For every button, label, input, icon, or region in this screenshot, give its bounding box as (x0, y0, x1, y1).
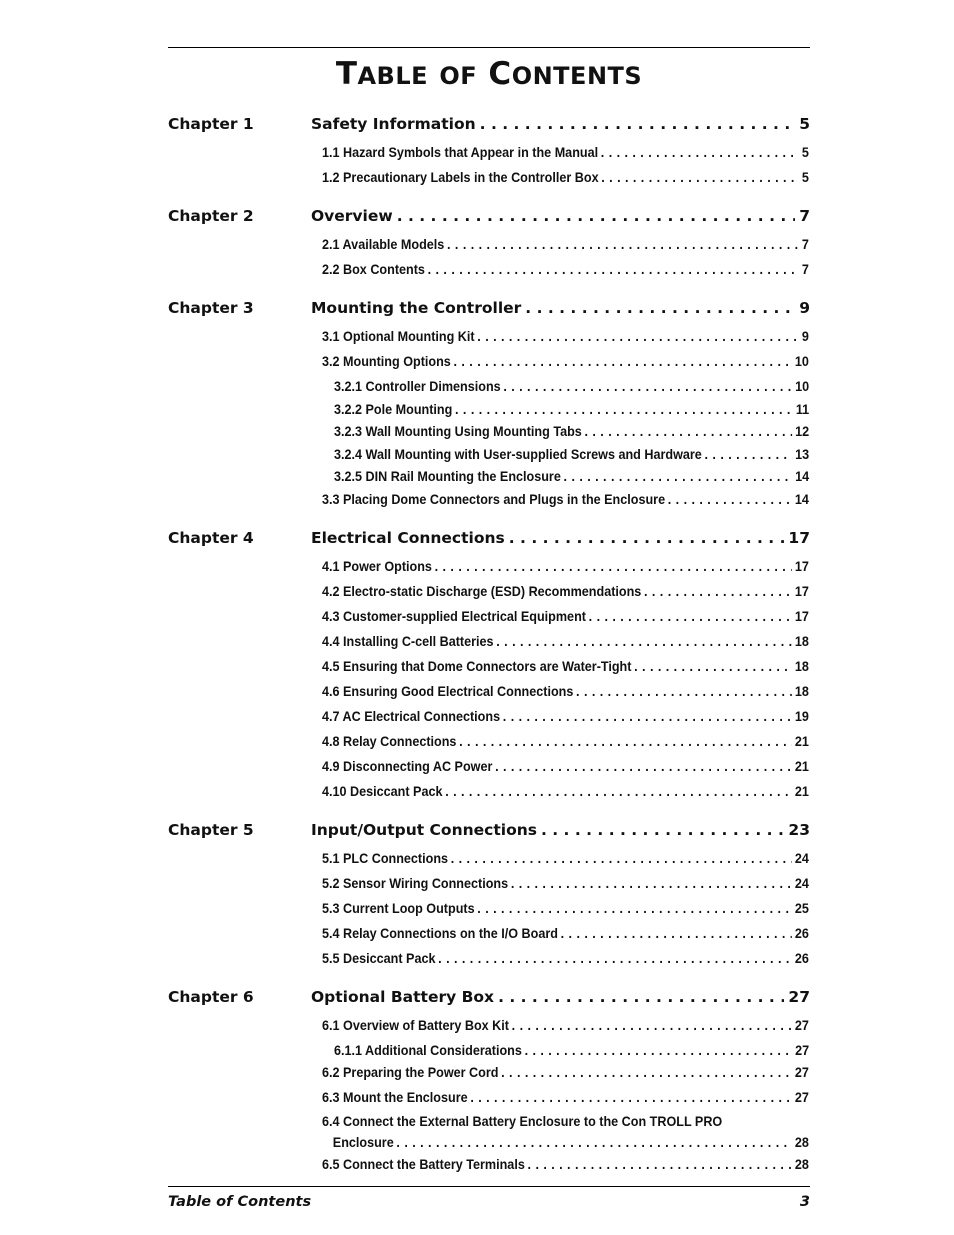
entry-list (322, 845, 810, 972)
dot-leader (525, 1039, 793, 1062)
entry-title: 3.2.4 Wall Mounting with User-supplied Screws and Hardware (334, 445, 702, 462)
toc-entry[interactable] (322, 325, 809, 350)
dot-leader (589, 605, 793, 628)
dot-leader (584, 420, 792, 443)
chapter-page-number: 17 (788, 528, 810, 547)
toc-entry[interactable] (322, 1153, 809, 1178)
dot-leader (451, 847, 792, 870)
dot-leader (561, 922, 793, 945)
chapter-label: Chapter 3 (168, 299, 254, 317)
entry-page-number: 25 (794, 899, 809, 916)
toc-subentry[interactable] (334, 398, 809, 421)
dot-leader (528, 1153, 793, 1176)
entry-page-number: 19 (794, 707, 809, 724)
chapter-page-number: 23 (788, 820, 810, 839)
entry-title: 3.2.3 Wall Mounting Using Mounting Tabs (334, 423, 582, 439)
toc-entry[interactable] (322, 1061, 809, 1086)
chapter-label: Chapter 1 (168, 115, 254, 133)
entry-page-number: 10 (795, 378, 810, 394)
toc-entry[interactable] (322, 780, 809, 805)
chapter-title-line (311, 293, 810, 323)
entry-page-number: 18 (794, 657, 809, 674)
entry-page-number: 7 (801, 236, 809, 252)
dot-leader (511, 872, 792, 895)
entry-page-number: 7 (801, 261, 809, 277)
dot-leader (668, 488, 792, 511)
entry-title: 6.2 Preparing the Power Cord (322, 1064, 499, 1080)
toc-entry[interactable] (322, 872, 809, 897)
dot-leader (455, 398, 793, 421)
entry-page-number: 21 (794, 732, 809, 749)
entry-title: 3.2 Mounting Options (322, 353, 451, 369)
entry-title: 2.2 Box Contents (322, 261, 425, 277)
toc-entry-line (322, 1111, 809, 1132)
dot-leader (501, 1061, 792, 1084)
chapter-page-number: 7 (799, 207, 810, 225)
entry-list (322, 231, 810, 283)
entry-title: 3.2.1 Controller Dimensions (334, 378, 501, 394)
footer-title: Table of Contents (168, 1194, 312, 1210)
toc-subentry[interactable] (334, 465, 809, 488)
chapter-section (168, 982, 810, 1179)
entry-title: 3.2.2 Pole Mounting (334, 400, 453, 417)
toc-entry[interactable] (322, 605, 809, 630)
dot-leader (705, 443, 793, 466)
entry-page-number: 11 (795, 400, 810, 417)
entry-page-number: 28 (794, 1134, 809, 1150)
entry-title: 4.1 Power Options (322, 557, 432, 574)
chapter-heading[interactable] (168, 201, 810, 231)
bottom-rule (168, 1186, 810, 1187)
dot-leader (438, 947, 792, 970)
chapter-section (168, 815, 810, 972)
entry-list (322, 323, 810, 513)
entry-page-number: 27 (794, 1064, 809, 1080)
toc-entry[interactable] (322, 922, 809, 947)
chapter-title-line (311, 523, 810, 553)
entry-page-number: 14 (795, 468, 810, 484)
toc-entry[interactable] (322, 897, 809, 922)
entry-title: 4.9 Disconnecting AC Power (322, 757, 493, 774)
entry-title: 3.1 Optional Mounting Kit (322, 328, 475, 344)
chapter-label: Chapter 5 (168, 820, 254, 839)
chapter-title: Safety Information (311, 115, 476, 133)
toc-subentry[interactable] (334, 1039, 809, 1062)
dot-leader (634, 655, 792, 678)
toc-entry[interactable] (322, 233, 809, 258)
entry-page-number: 27 (795, 1041, 810, 1058)
dot-leader (470, 1086, 792, 1109)
dot-leader (459, 730, 792, 753)
toc-entry[interactable] (322, 350, 809, 375)
entry-title: 1.2 Precautionary Labels in the Controller Box (322, 169, 599, 185)
chapter-title-line (311, 815, 810, 845)
toc-subentry[interactable] (334, 375, 809, 398)
entry-title: 6.5 Connect the Battery Terminals (322, 1156, 525, 1172)
dot-leader (453, 350, 792, 373)
chapter-section (168, 109, 810, 191)
dot-leader (576, 680, 792, 703)
entry-title: 6.3 Mount the Enclosure (322, 1089, 468, 1105)
entry-page-number: 5 (801, 169, 809, 185)
chapter-title: Mounting the Controller (311, 299, 522, 317)
top-rule (168, 47, 810, 48)
toc-subentry[interactable] (334, 443, 809, 466)
toc-entry[interactable] (322, 1014, 809, 1039)
toc-entry[interactable] (322, 705, 809, 730)
entry-page-number: 9 (801, 328, 809, 344)
entry-list (322, 553, 810, 805)
entry-title: 6.1 Overview of Battery Box Kit (322, 1016, 509, 1033)
dot-leader (396, 1132, 792, 1153)
toc-entry-line (322, 1132, 809, 1153)
entry-title: 5.3 Current Loop Outputs (322, 899, 475, 916)
toc-entry[interactable] (322, 555, 809, 580)
dot-leader (477, 897, 792, 920)
entry-title: 1.1 Hazard Symbols that Appear in the Manual (322, 144, 599, 160)
entry-page-number: 27 (794, 1016, 809, 1033)
dot-leader (480, 109, 796, 139)
entry-page-number: 24 (794, 874, 809, 891)
entry-title: 4.10 Desiccant Pack (322, 782, 443, 799)
entry-title: 4.2 Electro-static Discharge (ESD) Recommendations (322, 582, 642, 599)
dot-leader (445, 780, 792, 803)
chapter-label: Chapter 6 (168, 987, 254, 1006)
dot-leader (428, 258, 800, 281)
dot-leader (541, 815, 784, 845)
toc-entry[interactable] (322, 258, 809, 283)
toc-entry[interactable] (322, 1111, 809, 1153)
entry-page-number: 21 (794, 782, 809, 799)
toc-entry[interactable] (322, 630, 809, 655)
entry-title: 4.6 Ensuring Good Electrical Connections (322, 682, 574, 699)
dot-leader (512, 1014, 793, 1037)
chapter-section (168, 201, 810, 283)
entry-page-number: 18 (794, 632, 809, 649)
toc-entry[interactable] (322, 488, 809, 513)
dot-leader (496, 630, 792, 653)
toc-subentry[interactable] (334, 420, 809, 443)
entry-title: 4.4 Installing C-cell Batteries (322, 632, 494, 649)
dot-leader (525, 293, 795, 323)
entry-title: 4.8 Relay Connections (322, 732, 457, 749)
entry-page-number: 26 (794, 949, 809, 966)
chapter-label: Chapter 4 (168, 528, 254, 547)
dot-leader (601, 166, 799, 189)
entry-page-number: 28 (794, 1156, 809, 1172)
dot-leader (503, 375, 792, 398)
dot-leader (509, 523, 785, 553)
entry-page-number: 21 (794, 757, 809, 774)
dot-leader (495, 755, 792, 778)
dot-leader (601, 141, 799, 164)
entry-page-number: 17 (794, 557, 809, 574)
dot-leader (435, 555, 793, 578)
entry-page-number: 18 (794, 682, 809, 699)
chapter-heading[interactable] (168, 982, 810, 1012)
dot-leader (477, 325, 799, 348)
entry-title: 3.3 Placing Dome Connectors and Plugs in the Enclosure (322, 490, 666, 507)
toc-entry[interactable] (322, 755, 809, 780)
toc-entry[interactable] (322, 947, 809, 972)
dot-leader (564, 465, 793, 488)
chapter-title-line (311, 201, 810, 231)
dot-leader (644, 580, 792, 603)
dot-leader (503, 705, 792, 728)
entry-list (322, 1012, 810, 1179)
entry-title: 6.1.1 Additional Considerations (334, 1041, 522, 1058)
entry-title: 5.5 Desiccant Pack (322, 949, 436, 966)
chapter-title: Input/Output Connections (311, 820, 537, 839)
chapter-heading[interactable] (168, 523, 810, 553)
entry-page-number: 26 (794, 924, 809, 941)
entry-page-number: 17 (794, 607, 809, 624)
chapter-heading[interactable] (168, 109, 810, 139)
chapter-label: Chapter 2 (168, 207, 254, 225)
entry-page-number: 17 (794, 582, 809, 599)
entry-page-number: 13 (795, 445, 810, 462)
entry-title-continued: Enclosure (332, 1134, 394, 1150)
entry-title: 5.1 PLC Connections (322, 849, 449, 866)
chapter-heading[interactable] (168, 815, 810, 845)
page-title: TABLE OF CONTENTS (335, 56, 643, 92)
entry-title: 4.7 AC Electrical Connections (322, 707, 501, 724)
chapter-title: Overview (311, 207, 393, 225)
entry-page-number: 5 (801, 144, 809, 160)
page-number: 3 (799, 1194, 810, 1210)
entry-title: 3.2.5 DIN Rail Mounting the Enclosure (334, 468, 561, 484)
entry-page-number: 14 (794, 490, 809, 507)
page-footer (168, 1194, 810, 1210)
chapter-title: Optional Battery Box (311, 987, 495, 1006)
dot-leader (447, 233, 799, 256)
table-of-contents (168, 109, 810, 1188)
toc-entry[interactable] (322, 680, 809, 705)
entry-title: 5.4 Relay Connections on the I/O Board (322, 924, 558, 941)
entry-title: 2.1 Available Models (322, 236, 445, 252)
entry-page-number: 24 (794, 849, 809, 866)
toc-entry[interactable] (322, 1086, 809, 1111)
chapter-page-number: 9 (799, 299, 810, 317)
chapter-title-line (311, 109, 810, 139)
entry-list (322, 139, 810, 191)
entry-title: 5.2 Sensor Wiring Connections (322, 874, 509, 891)
chapter-page-number: 5 (799, 115, 810, 133)
toc-entry[interactable] (322, 166, 809, 191)
chapter-section (168, 293, 810, 513)
entry-page-number: 12 (795, 423, 810, 439)
entry-title: 6.4 Connect the External Battery Enclosure to the Con TROLL PRO (322, 1113, 723, 1129)
toc-entry[interactable] (322, 730, 809, 755)
entry-title: 4.5 Ensuring that Dome Connectors are Water-Tight (322, 657, 632, 674)
chapter-section (168, 523, 810, 805)
dot-leader (397, 201, 796, 231)
entry-page-number: 27 (794, 1089, 809, 1105)
entry-title: 4.3 Customer-supplied Electrical Equipment (322, 607, 586, 624)
chapter-title-line (311, 982, 810, 1012)
toc-entry[interactable] (322, 580, 809, 605)
entry-page-number: 10 (794, 353, 809, 369)
chapter-heading[interactable] (168, 293, 810, 323)
chapter-page-number: 27 (788, 987, 810, 1006)
dot-leader (498, 982, 784, 1012)
toc-entry[interactable] (322, 847, 809, 872)
toc-entry[interactable] (322, 655, 809, 680)
toc-entry[interactable] (322, 141, 809, 166)
chapter-title: Electrical Connections (311, 528, 505, 547)
